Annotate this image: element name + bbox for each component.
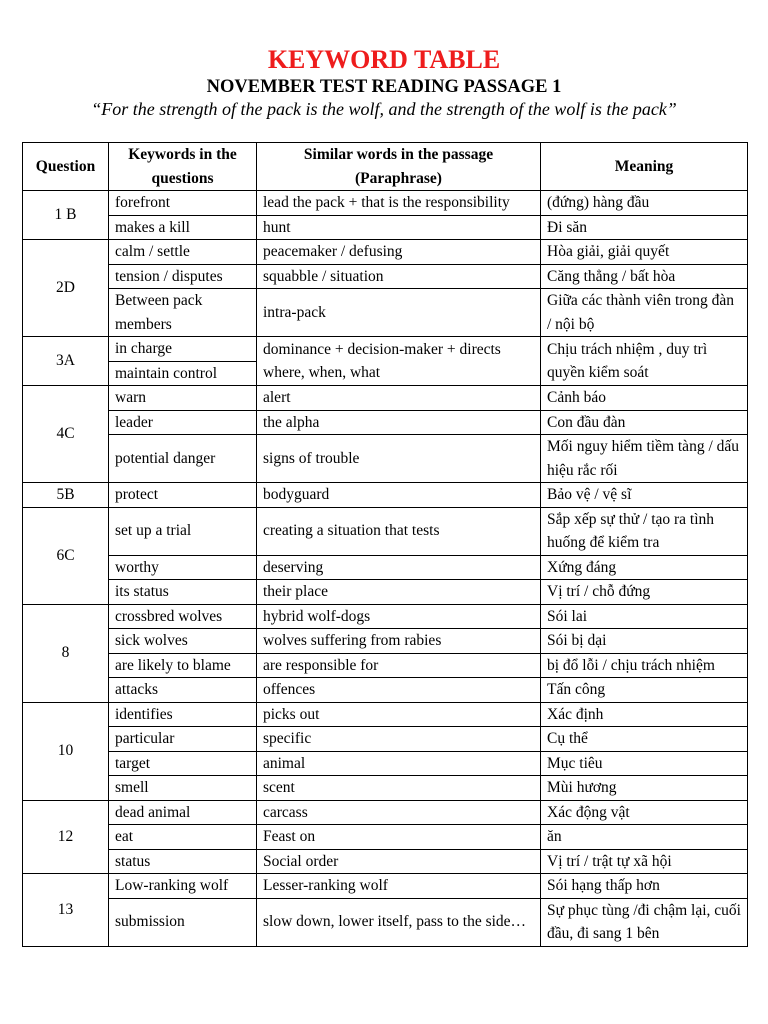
meaning-cell: Xác định	[541, 702, 748, 727]
keyword-cell: eat	[109, 825, 257, 850]
keyword-cell: dead animal	[109, 800, 257, 825]
paraphrase-cell: bodyguard	[257, 483, 541, 508]
table-row	[23, 874, 748, 899]
keyword-cell: its status	[109, 580, 257, 605]
meaning-cell: Tấn công	[541, 678, 748, 703]
question-cell: 8	[23, 604, 109, 702]
keyword-cell: smell	[109, 776, 257, 801]
question-cell: 12	[23, 800, 109, 874]
paraphrase-cell: creating a situation that tests	[257, 507, 541, 555]
keyword-cell: Between pack members	[109, 289, 257, 337]
table-row	[23, 653, 748, 678]
meaning-cell: (đứng) hàng đầu	[541, 191, 748, 216]
meaning-cell: Sói lai	[541, 604, 748, 629]
meaning-cell: Chịu trách nhiệm , duy trì quyền kiểm soát	[541, 337, 748, 386]
table-row	[23, 898, 748, 946]
paraphrase-cell: lead the pack + that is the responsibility	[257, 191, 541, 216]
table-row	[23, 825, 748, 850]
keyword-cell: sick wolves	[109, 629, 257, 654]
header-meaning: Meaning	[541, 143, 748, 191]
paraphrase-cell: Feast on	[257, 825, 541, 850]
meaning-cell: Mục tiêu	[541, 751, 748, 776]
keyword-cell: potential danger	[109, 435, 257, 483]
meaning-cell: Con đầu đàn	[541, 410, 748, 435]
keyword-cell: set up a trial	[109, 507, 257, 555]
paraphrase-cell: hybrid wolf-dogs	[257, 604, 541, 629]
paraphrase-cell: signs of trouble	[257, 435, 541, 483]
paraphrase-cell: deserving	[257, 555, 541, 580]
keyword-cell: identifies	[109, 702, 257, 727]
meaning-cell: Mối nguy hiểm tiềm tàng / dấu hiệu rắc rối	[541, 435, 748, 483]
table-header-row	[23, 143, 748, 191]
page-quote: “For the strength of the pack is the wolf, and the strength of the wolf is the pack”	[91, 99, 677, 119]
keyword-cell: status	[109, 849, 257, 874]
meaning-cell: Sự phục tùng /đi chậm lại, cuối đầu, đi sang 1 bên	[541, 898, 748, 946]
table-row	[23, 410, 748, 435]
paraphrase-cell: peacemaker / defusing	[257, 240, 541, 265]
meaning-cell: Xứng đáng	[541, 555, 748, 580]
meaning-cell: Xác động vật	[541, 800, 748, 825]
table-row	[23, 629, 748, 654]
page-title: KEYWORD TABLE	[267, 45, 501, 74]
meaning-cell: Hòa giải, giải quyết	[541, 240, 748, 265]
table-row	[23, 483, 748, 508]
table-row	[23, 555, 748, 580]
meaning-cell: Vị trí / trật tự xã hội	[541, 849, 748, 874]
table-row	[23, 289, 748, 337]
paraphrase-cell: scent	[257, 776, 541, 801]
table-row	[23, 507, 748, 555]
question-cell: 4C	[23, 386, 109, 483]
keyword-cell: protect	[109, 483, 257, 508]
question-cell: 1 B	[23, 191, 109, 240]
keyword-cell: in charge	[109, 337, 257, 362]
meaning-cell: Bảo vệ / vệ sĩ	[541, 483, 748, 508]
paraphrase-cell: carcass	[257, 800, 541, 825]
paraphrase-cell: intra-pack	[257, 289, 541, 337]
table-row	[23, 264, 748, 289]
keyword-cell: are likely to blame	[109, 653, 257, 678]
meaning-cell: ăn	[541, 825, 748, 850]
meaning-cell: Đi săn	[541, 215, 748, 240]
question-cell: 3A	[23, 337, 109, 386]
paraphrase-cell: offences	[257, 678, 541, 703]
table-row	[23, 776, 748, 801]
meaning-cell: Sói bị dại	[541, 629, 748, 654]
keyword-cell: attacks	[109, 678, 257, 703]
table-row	[23, 849, 748, 874]
keyword-cell: calm / settle	[109, 240, 257, 265]
table-row	[23, 337, 748, 362]
keyword-cell: particular	[109, 727, 257, 752]
keyword-cell: worthy	[109, 555, 257, 580]
keyword-cell: leader	[109, 410, 257, 435]
keyword-cell: forefront	[109, 191, 257, 216]
question-cell: 2D	[23, 240, 109, 337]
paraphrase-cell: animal	[257, 751, 541, 776]
paraphrase-cell: the alpha	[257, 410, 541, 435]
paraphrase-cell: squabble / situation	[257, 264, 541, 289]
table-row	[23, 191, 748, 216]
table-row	[23, 215, 748, 240]
paraphrase-cell: are responsible for	[257, 653, 541, 678]
meaning-cell: Mùi hương	[541, 776, 748, 801]
table-row	[23, 678, 748, 703]
meaning-cell: Sắp xếp sự thử / tạo ra tình huống để kiểm tra	[541, 507, 748, 555]
table-row	[23, 435, 748, 483]
question-cell: 10	[23, 702, 109, 800]
keyword-cell: tension / disputes	[109, 264, 257, 289]
table-body	[23, 191, 748, 947]
keyword-cell: target	[109, 751, 257, 776]
paraphrase-cell: their place	[257, 580, 541, 605]
meaning-cell: Sói hạng thấp hơn	[541, 874, 748, 899]
keyword-cell: warn	[109, 386, 257, 411]
paraphrase-cell: Lesser-ranking wolf	[257, 874, 541, 899]
table-row	[23, 604, 748, 629]
meaning-cell: Giữa các thành viên trong đàn / nội bộ	[541, 289, 748, 337]
question-cell: 5B	[23, 483, 109, 508]
meaning-cell: Cụ thể	[541, 727, 748, 752]
paraphrase-cell: dominance + decision-maker + directs where, when, what	[257, 337, 541, 386]
paraphrase-cell: hunt	[257, 215, 541, 240]
table-row	[23, 240, 748, 265]
keyword-cell: submission	[109, 898, 257, 946]
keyword-table	[22, 142, 748, 947]
question-cell: 6C	[23, 507, 109, 604]
paraphrase-cell: picks out	[257, 702, 541, 727]
table-row	[23, 751, 748, 776]
table-row	[23, 727, 748, 752]
table-row	[23, 702, 748, 727]
keyword-cell: crossbred wolves	[109, 604, 257, 629]
paraphrase-cell: alert	[257, 386, 541, 411]
paraphrase-cell: slow down, lower itself, pass to the side…	[257, 898, 541, 946]
paraphrase-cell: wolves suffering from rabies	[257, 629, 541, 654]
paraphrase-cell: Social order	[257, 849, 541, 874]
keyword-cell: makes a kill	[109, 215, 257, 240]
meaning-cell: Cảnh báo	[541, 386, 748, 411]
table-row	[23, 580, 748, 605]
meaning-cell: Vị trí / chỗ đứng	[541, 580, 748, 605]
meaning-cell: bị đổ lỗi / chịu trách nhiệm	[541, 653, 748, 678]
keyword-cell: Low-ranking wolf	[109, 874, 257, 899]
table-row	[23, 386, 748, 411]
keyword-cell: maintain control	[109, 361, 257, 386]
table-row	[23, 800, 748, 825]
question-cell: 13	[23, 874, 109, 947]
header-keywords: Keywords in the questions	[109, 143, 257, 191]
header-question: Question	[23, 143, 109, 191]
paraphrase-cell: specific	[257, 727, 541, 752]
meaning-cell: Căng thẳng / bất hòa	[541, 264, 748, 289]
page-subtitle: NOVEMBER TEST READING PASSAGE 1	[206, 77, 562, 97]
header-paraphrase: Similar words in the passage (Paraphrase)	[257, 143, 541, 191]
